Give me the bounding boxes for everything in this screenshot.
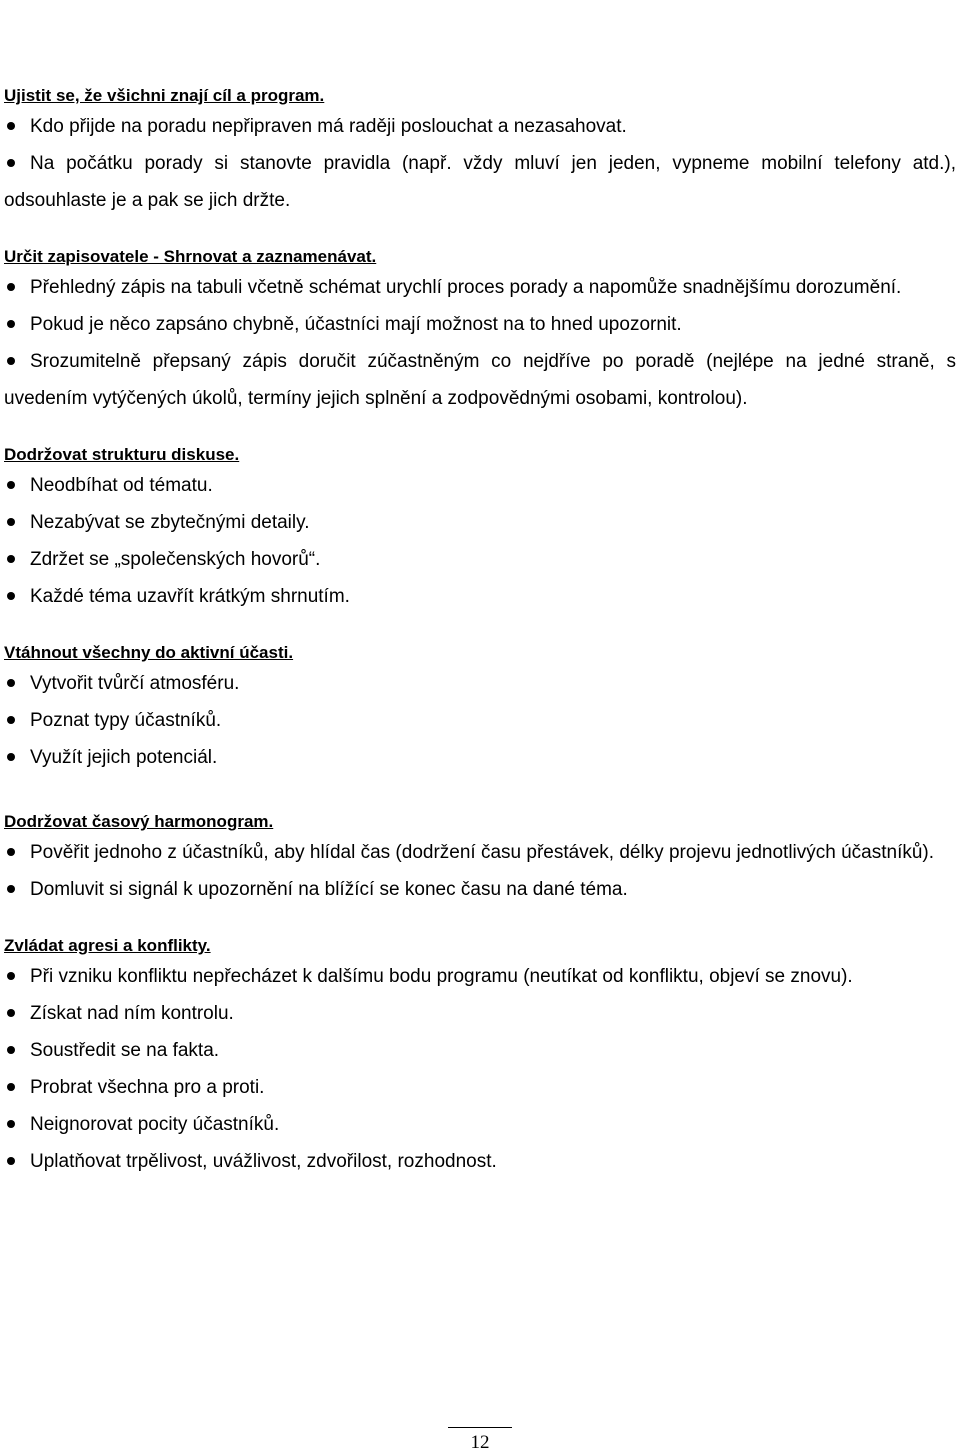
document-body: [4, 84, 956, 1180]
bullet-list: [4, 665, 956, 776]
list-item: Využít jejich potenciál.: [4, 739, 956, 776]
list-item: Srozumitelně přepsaný zápis doručit zúčastněným co nejdříve po poradě (nejlépe na jedné straně, s uvedením vytýčených úkolů, termíny jejich splnění a zodpovědnými osobami, kontrolou).: [4, 343, 956, 417]
section-recorder: [4, 245, 956, 417]
section-goals: [4, 84, 956, 219]
list-item: Domluvit si signál k upozornění na blížící se konec času na dané téma.: [4, 871, 956, 908]
section-schedule: [4, 810, 956, 908]
list-item: Neodbíhat od tématu.: [4, 467, 956, 504]
list-item: Každé téma uzavřít krátkým shrnutím.: [4, 578, 956, 615]
list-item: Zdržet se „společenských hovorů“.: [4, 541, 956, 578]
section-heading: Zvládat agresi a konflikty.: [4, 936, 211, 955]
list-item: Neignorovat pocity účastníků.: [4, 1106, 956, 1143]
section-heading: Ujistit se, že všichni znají cíl a program.: [4, 86, 325, 105]
list-item: Získat nad ním kontrolu.: [4, 995, 956, 1032]
footer-rule: [448, 1427, 512, 1428]
section-conflicts: [4, 934, 956, 1180]
section-heading: Vtáhnout všechny do aktivní účasti.: [4, 643, 294, 662]
list-item: Poznat typy účastníků.: [4, 702, 956, 739]
section-heading: Dodržovat časový harmonogram.: [4, 812, 274, 831]
bullet-list: [4, 467, 956, 615]
section-structure: [4, 443, 956, 615]
section-heading: Dodržovat strukturu diskuse.: [4, 445, 240, 464]
bullet-list: [4, 834, 956, 908]
page-number: 12: [470, 1432, 490, 1453]
bullet-list: [4, 958, 956, 1180]
list-item: Uplatňovat trpělivost, uvážlivost, zdvořilost, rozhodnost.: [4, 1143, 956, 1180]
list-item: Pověřit jednoho z účastníků, aby hlídal čas (dodržení času přestávek, délky projevu jednotlivých účastníků).: [4, 834, 956, 871]
list-item: Nezabývat se zbytečnými detaily.: [4, 504, 956, 541]
section-heading: Určit zapisovatele - Shrnovat a zaznamenávat.: [4, 247, 377, 266]
list-item: Vytvořit tvůrčí atmosféru.: [4, 665, 956, 702]
list-item: Přehledný zápis na tabuli včetně schémat urychlí proces porady a napomůže snadnějšímu dorozumění.: [4, 269, 956, 306]
list-item: Kdo přijde na poradu nepřipraven má raději poslouchat a nezasahovat.: [4, 108, 956, 145]
bullet-list: [4, 269, 956, 417]
section-participation: [4, 641, 956, 776]
list-item: Probrat všechna pro a proti.: [4, 1069, 956, 1106]
bullet-list: [4, 108, 956, 219]
list-item: Při vzniku konfliktu nepřecházet k dalšímu bodu programu (neutíkat od konfliktu, objeví se znovu).: [4, 958, 956, 995]
list-item: Na počátku porady si stanovte pravidla (např. vždy mluví jen jeden, vypneme mobilní telefony atd.), odsouhlaste je a pak se jich držte.: [4, 145, 956, 219]
list-item: Soustředit se na fakta.: [4, 1032, 956, 1069]
list-item: Pokud je něco zapsáno chybně, účastníci mají možnost na to hned upozornit.: [4, 306, 956, 343]
